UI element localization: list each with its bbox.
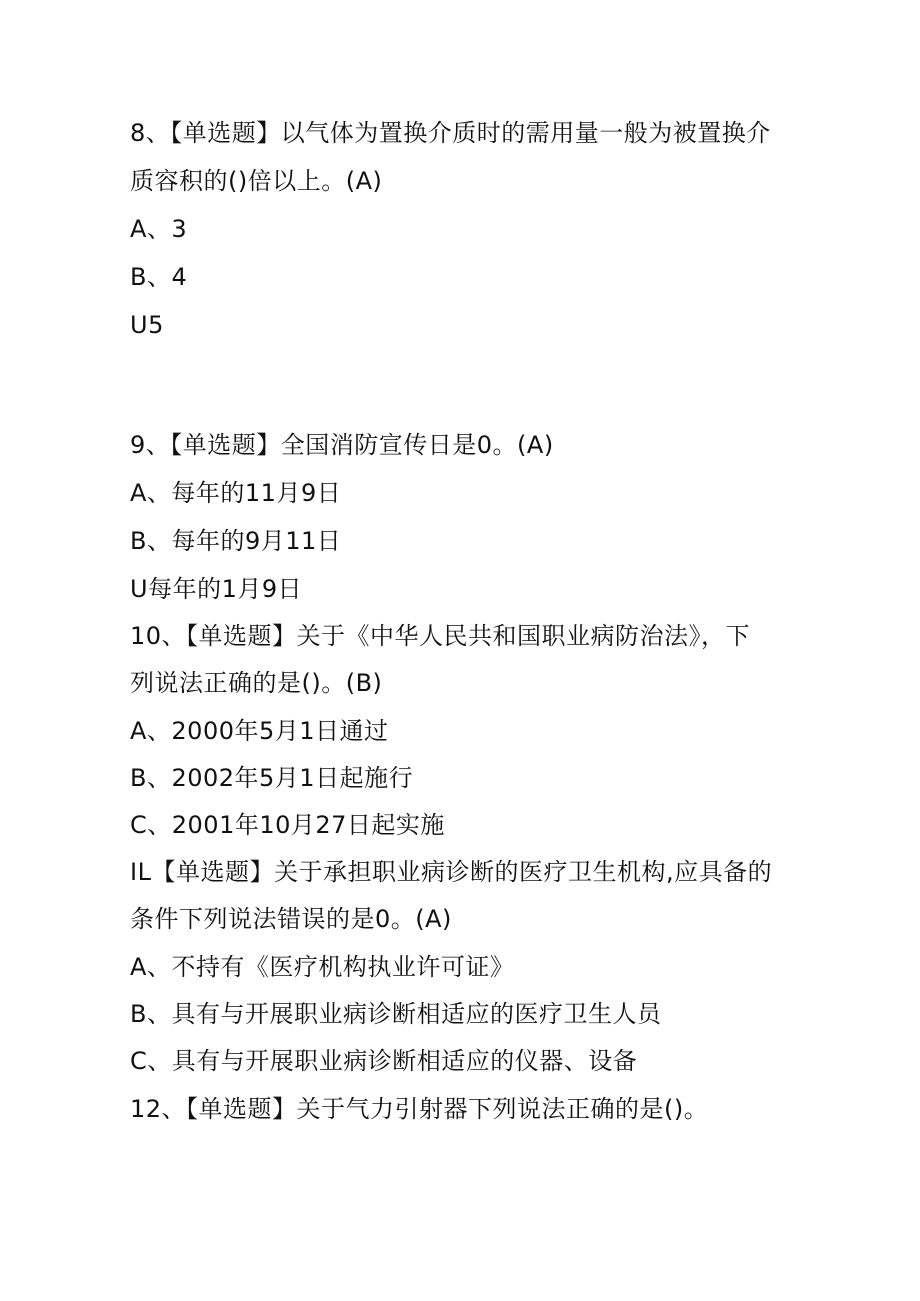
question-10-stem-line-2: 列说法正确的是()。(B) — [130, 669, 383, 697]
question-10-stem-line-1: 10、【单选题】关于《中华人民共和国职业病防治法》，下 — [130, 622, 751, 650]
question-10-option-a: A、2000年5月1日通过 — [130, 717, 389, 745]
question-9-option-b: B、每年的9月11日 — [130, 527, 342, 555]
question-11-option-a: A、不持有《医疗机构执业许可证》 — [130, 953, 515, 981]
question-8-option-c: U5 — [130, 311, 164, 339]
question-11-option-c: C、具有与开展职业病诊断相适应的仪器、设备 — [130, 1047, 638, 1075]
question-8-stem-line-1: 8、【单选题】以气体为置换介质时的需用量一般为被置换介 — [130, 119, 771, 147]
question-8-stem-line-2: 质容积的()倍以上。(A) — [130, 167, 383, 195]
question-9-stem: 9、【单选题】全国消防宣传日是0。(A) — [130, 431, 554, 459]
question-11-option-b: B、具有与开展职业病诊断相适应的医疗卫生人员 — [130, 1000, 662, 1028]
question-10-option-c: C、2001年10月27日起实施 — [130, 811, 445, 839]
question-11-stem-line-1: IL【单选题】关于承担职业病诊断的医疗卫生机构,应具备的 — [130, 858, 773, 886]
question-11-stem-line-2: 条件下列说法错误的是0。(A) — [130, 905, 452, 933]
question-9-option-c: U每年的1月9日 — [130, 575, 303, 603]
question-8-option-a: A、3 — [130, 215, 188, 243]
question-9-option-a: A、每年的11月9日 — [130, 479, 342, 507]
question-10-option-b: B、2002年5月1日起施行 — [130, 764, 414, 792]
question-8-option-b: B、4 — [130, 263, 188, 291]
question-12-stem: 12、【单选题】关于气力引射器下列说法正确的是()。 — [130, 1095, 709, 1123]
